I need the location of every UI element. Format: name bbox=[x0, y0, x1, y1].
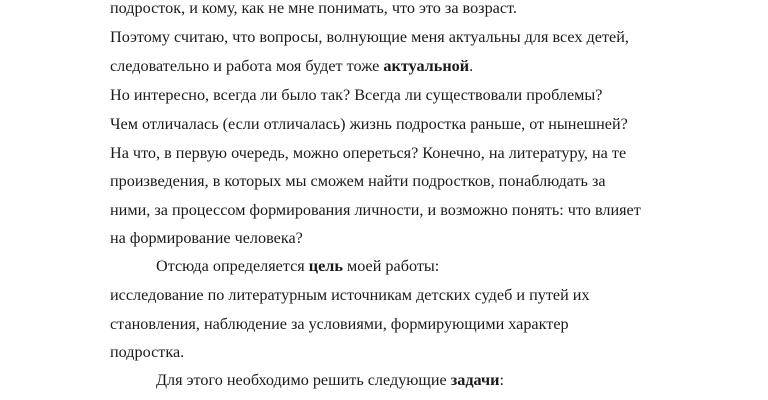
text-line: следовательно и работа моя будет тоже актуальной. bbox=[110, 57, 474, 75]
text-line: становления, наблюдение за условиями, формирующими характер bbox=[110, 315, 569, 333]
text-line: ними, за процессом формирования личности, и возможно понять: что влияет bbox=[110, 201, 641, 219]
text-line: Для этого необходимо решить следующие задачи: bbox=[156, 371, 504, 389]
text-line: исследование по литературным источникам детских судеб и путей их bbox=[110, 286, 590, 304]
text-line: Поэтому считаю, что вопросы, волнующие меня актуальны для всех детей, bbox=[110, 28, 629, 46]
text-line: на формирование человека? bbox=[110, 229, 303, 247]
bold-term: цель bbox=[308, 257, 343, 275]
bold-term: актуальной bbox=[383, 57, 470, 75]
text-line: подростка. bbox=[110, 343, 185, 361]
text-line: Но интересно, всегда ли было так? Всегда ли существовали проблемы? bbox=[110, 86, 603, 104]
text-line: Чем отличалась (если отличалась) жизнь подростка раньше, от нынешней? bbox=[110, 115, 628, 133]
bold-term: задачи bbox=[450, 371, 500, 389]
text-line: Отсюда определяется цель моей работы: bbox=[156, 257, 440, 275]
text-line: произведения, в которых мы сможем найти подростков, понаблюдать за bbox=[110, 172, 606, 190]
text-line: подросток, и кому, как не мне понимать, что это за возраст. bbox=[110, 0, 517, 17]
text-line: На что, в первую очередь, можно опереться? Конечно, на литературу, на те bbox=[110, 144, 627, 162]
